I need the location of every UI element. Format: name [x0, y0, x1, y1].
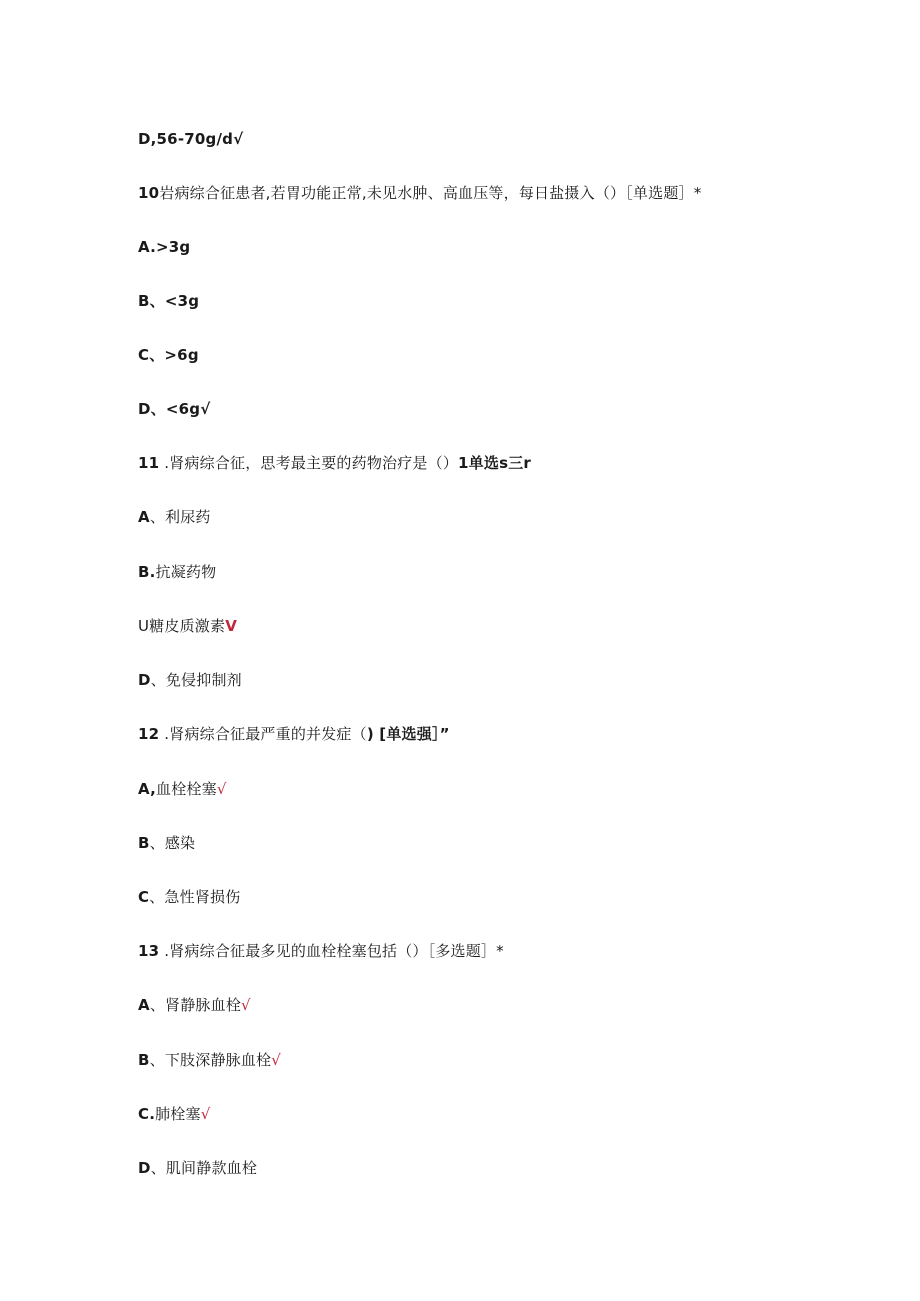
line-text: 10 — [138, 184, 160, 202]
line-text: .肾病综合征最严重的并发症（ — [159, 725, 367, 743]
line-text: 抗凝药物 — [155, 563, 217, 581]
line-text: 13 — [138, 942, 160, 960]
check-mark-icon: √ — [216, 780, 227, 798]
line-text: 、急性肾损伤 — [149, 888, 241, 906]
line-text: 、免侵抑制剂 — [150, 671, 242, 689]
line-text: .肾病综合征，思考最主要的药物治疗是（） — [159, 454, 459, 472]
line-text: 肺栓塞 — [155, 1105, 201, 1123]
line-text: C. — [138, 1105, 156, 1123]
option-q13-c — [138, 1104, 210, 1124]
option-q10-c — [138, 345, 199, 365]
question-q12 — [138, 724, 450, 744]
option-q12-b — [138, 833, 195, 853]
question-q11 — [138, 453, 531, 473]
line-text: D、<6g√ — [138, 400, 211, 418]
check-mark-icon: √ — [271, 1051, 282, 1069]
line-text: B — [138, 834, 150, 852]
line-text: D,56-70g/d√ — [138, 130, 244, 148]
option-q13-d — [138, 1158, 257, 1178]
line-text: 12 — [138, 725, 160, 743]
option-q10-d — [138, 399, 210, 419]
option-q10-b — [138, 291, 199, 311]
option-q11-a — [138, 507, 211, 527]
check-mark-icon: √ — [241, 996, 251, 1014]
line-text: A — [138, 508, 150, 526]
line-text: U糖皮质激素 — [138, 617, 226, 635]
question-q10 — [138, 183, 701, 203]
line-text: B. — [138, 563, 156, 581]
option-q11-b — [138, 562, 216, 582]
line-text: 、肌间静款血栓 — [150, 1159, 258, 1177]
line-text: B — [138, 1051, 150, 1069]
line-text: 、肾静脉血栓 — [149, 996, 242, 1014]
line-text: A.>3g — [138, 238, 191, 256]
option-q11-d — [138, 670, 242, 690]
line-text: ) [单选强］” — [366, 725, 450, 743]
option-q12-c — [138, 887, 240, 907]
option-q10-a — [138, 237, 190, 257]
check-mark-icon: √ — [200, 1105, 211, 1123]
line-text: 、利尿药 — [149, 508, 211, 526]
line-text: 、下肢深静脉血栓 — [149, 1051, 272, 1069]
line-text: C — [138, 888, 150, 906]
line-text: C、>6g — [138, 346, 199, 364]
line-text: .肾病综合征最多见的血栓栓塞包括（）［多选题］* — [159, 942, 504, 960]
line-text: B、<3g — [138, 292, 200, 310]
option-q9-d — [138, 129, 243, 149]
option-q13-b — [138, 1050, 281, 1070]
line-text: 血栓栓塞 — [156, 780, 217, 798]
question-q13 — [138, 941, 504, 961]
line-text: 11 — [138, 454, 160, 472]
line-text: D — [138, 671, 151, 689]
line-text: A, — [138, 780, 156, 798]
line-text: 、感染 — [149, 834, 196, 852]
option-q13-a — [138, 995, 251, 1015]
option-q12-a — [138, 779, 227, 799]
line-text: D — [138, 1159, 151, 1177]
line-text: 岩病综合征患者,若胃功能正常,未见水肿、高血压等，每日盐摄入（）［单选题］* — [159, 184, 702, 202]
line-text: 1单选s三r — [458, 454, 531, 472]
check-mark-icon: V — [225, 617, 237, 635]
line-text: A — [138, 996, 150, 1014]
option-q11-c — [138, 616, 237, 636]
